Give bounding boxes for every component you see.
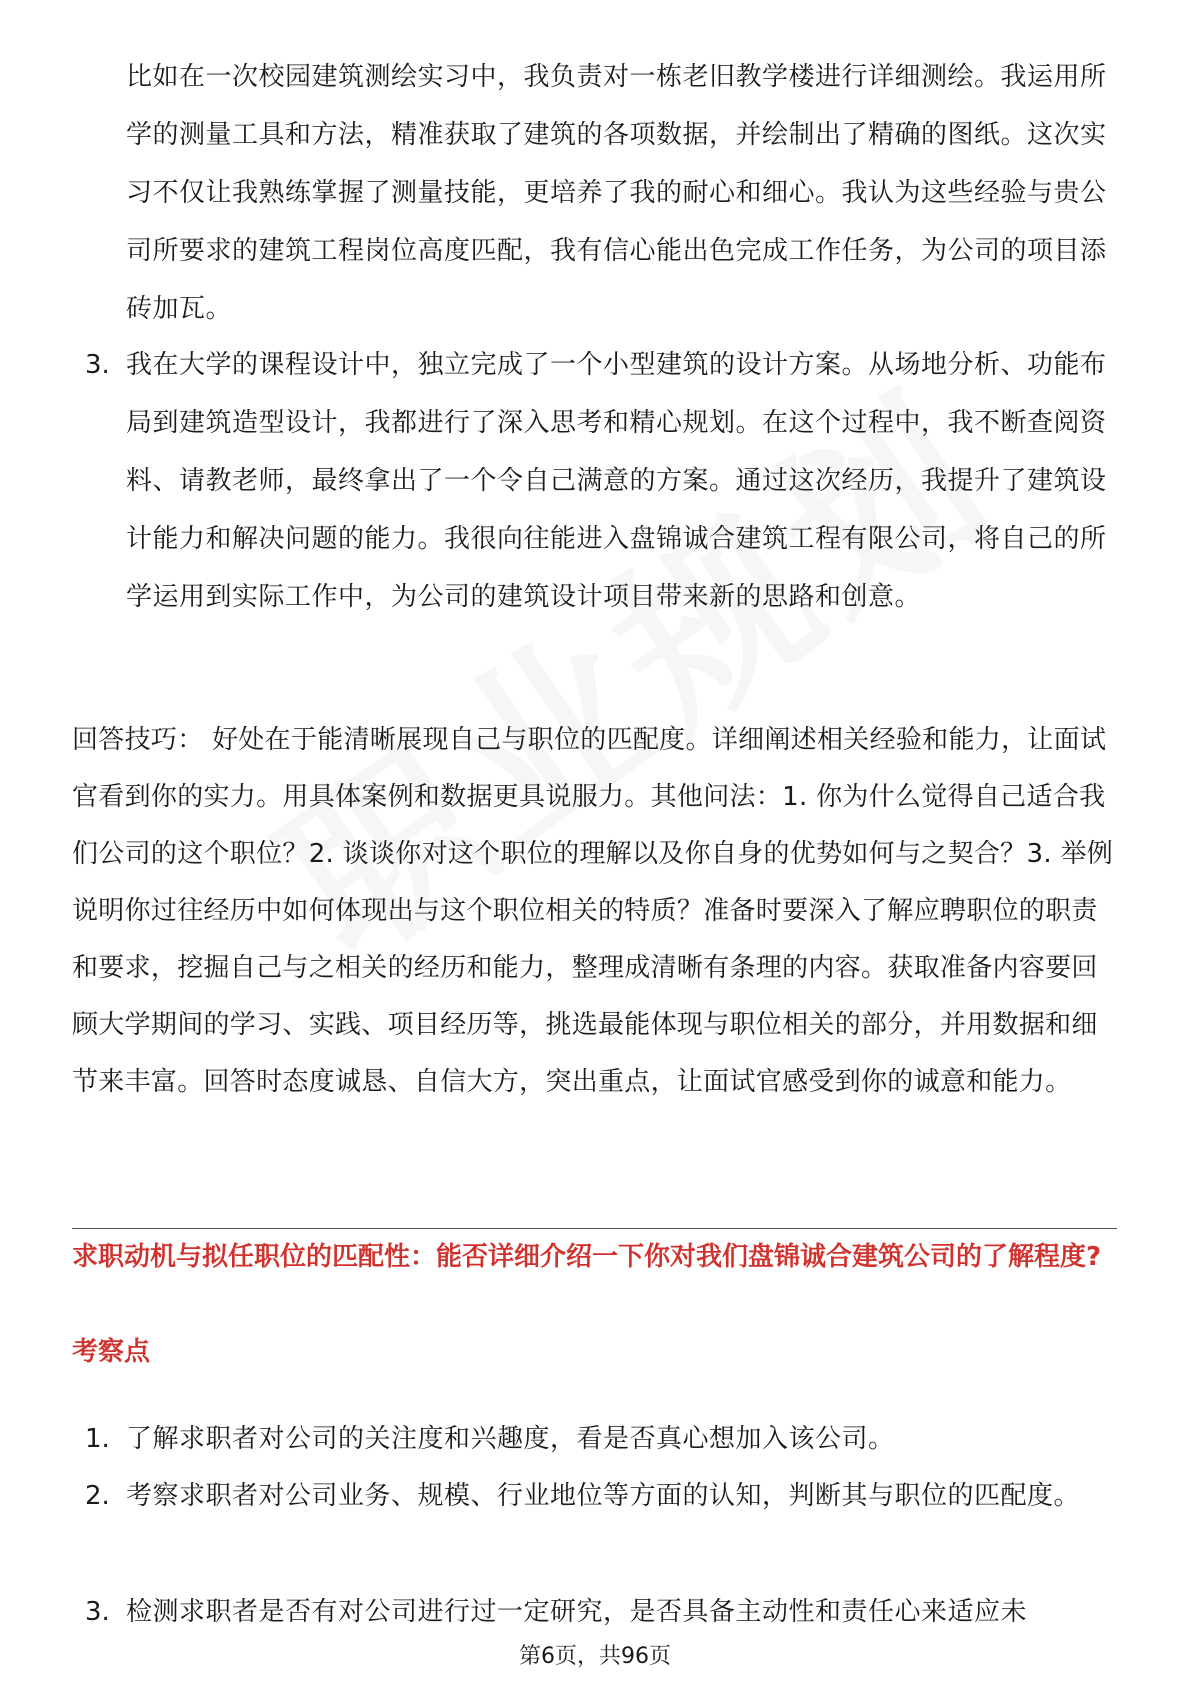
list-item-number: 3. xyxy=(85,1597,110,1627)
question-heading: 求职动机与拟任职位的匹配性：能否详细介绍一下你对我们盘锦诚合建筑公司的了解程度? xyxy=(72,1242,1102,1272)
list-item-number: 2. xyxy=(85,1481,110,1511)
list-item-number: 3. xyxy=(85,350,110,380)
section-divider xyxy=(72,1228,1117,1229)
list-item-text: 了解求职者对公司的关注度和兴趣度，看是否真心想加入该公司。 xyxy=(126,1424,895,1454)
list-item-text: 考察求职者对公司业务、规模、行业地位等方面的认知，判断其与职位的匹配度。 xyxy=(126,1481,1081,1511)
list-item-text: 我在大学的课程设计中，独立完成了一个小型建筑的设计方案。从场地分析、功能布局到建筑造型设计，我都进行了深入思考和精心规划。在这个过程中，我不断查阅资料、请教老师，最终拿出了一个令自己满意的方案。通过这次经历，我提升了建筑设计能力和解决问题的能力。我很向往能进入盘锦诚合建筑工程有限公司，将自己的所学运用到实际工作中，为公司的建筑设计项目带来新的思路和创意。 xyxy=(126,350,1107,612)
continued-list-item-text: 比如在一次校园建筑测绘实习中，我负责对一栋老旧教学楼进行详细测绘。我运用所学的测量工具和方法，精准获取了建筑的各项数据，并绘制出了精确的图纸。这次实习不仅让我熟练掌握了测量技能，更培养了我的耐心和细心。我认为这些经验与贵公司所要求的建筑工程岗位高度匹配，我有信心能出色完成工作任务，为公司的项目添砖加瓦。 xyxy=(126,62,1107,324)
list-item-number: 1. xyxy=(85,1424,110,1454)
section-label: 考察点 xyxy=(72,1337,151,1367)
list-item-text: 检测求职者是否有对公司进行过一定研究，是否具备主动性和责任心来适应未 xyxy=(126,1597,1028,1627)
answer-tips-paragraph: 回答技巧： 好处在于能清晰展现自己与职位的匹配度。详细阐述相关经验和能力，让面试官看到你的实力。用具体案例和数据更具说服力。其他问法：1. 你为什么觉得自己适合我们公司的这个职位？2. 谈谈你对这个职位的理解以及你自身的优势如何与之契合？3. 举例说明你过往经历中如何体现出与这个职位相关的特质？准备时要深入了解应聘职位的职责和要求，挖掘自己与之相关的经历和能力，整理成清晰有条理的内容。获取准备内容要回顾大学期间的学习、实践、项目经历等，挑选最能体现与职位相关的部分，并用数据和细节来丰富。回答时态度诚恳、自信大方，突出重点，让面试官感受到你的诚意和能力。 xyxy=(72,725,1114,1097)
page-footer: 第6页，共96页 xyxy=(519,1644,671,1669)
